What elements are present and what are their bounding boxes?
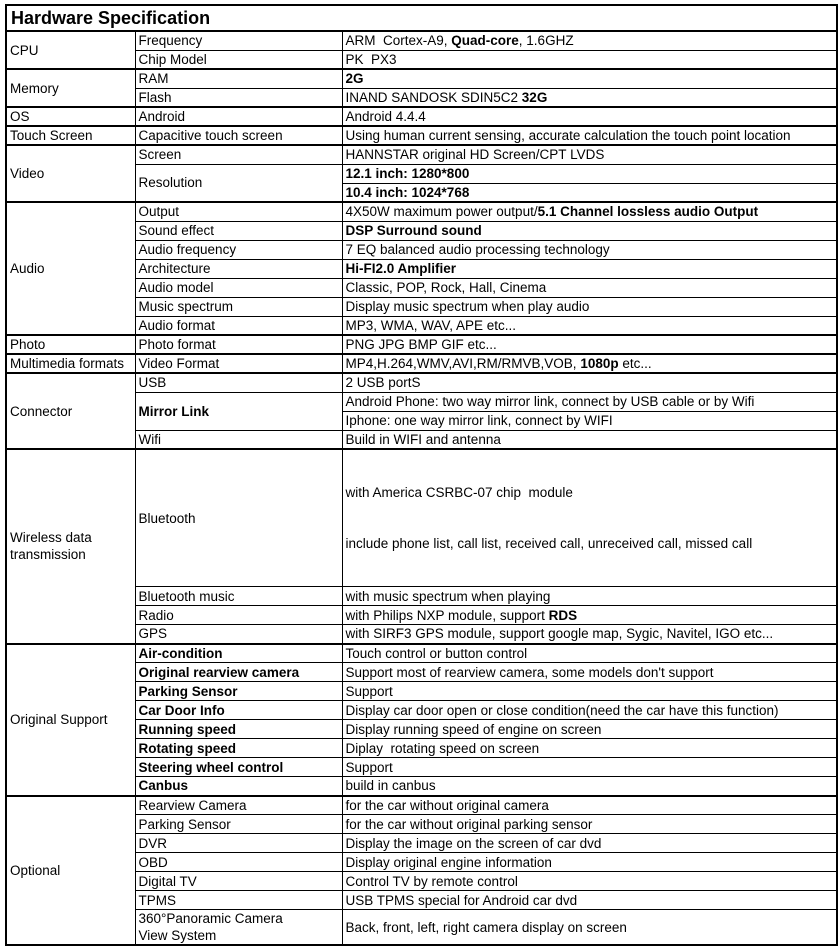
value-cell <box>342 411 837 430</box>
property-cell: Steering wheel control <box>135 758 342 777</box>
category-cell-video: Video <box>6 145 135 202</box>
value-segment: RDS <box>548 607 578 623</box>
value-cell <box>342 606 837 625</box>
table-row <box>6 31 837 50</box>
value-cell <box>342 777 837 796</box>
value-segment: Android 4.4.4 <box>345 109 426 124</box>
value-cell <box>342 240 837 259</box>
table-row <box>6 202 837 221</box>
property-cell: Bluetooth <box>135 449 342 587</box>
property-cell: Wifi <box>135 430 342 449</box>
value-segment: Display running speed of engine on screen <box>345 721 602 737</box>
value-segment: for the car without original camera <box>345 797 549 813</box>
table-row <box>6 644 837 663</box>
property-cell: Frequency <box>135 31 342 50</box>
value-cell <box>342 392 837 411</box>
value-segment: Support most of rearview camera, some models don't support <box>345 664 714 680</box>
value-cell <box>342 31 837 50</box>
value-cell-bluetooth <box>342 449 837 587</box>
value-cell <box>342 297 837 316</box>
value-segment: Display music spectrum when play audio <box>345 299 590 314</box>
property-cell: Flash <box>135 88 342 107</box>
property-cell: Audio model <box>135 278 342 297</box>
value-cell <box>342 682 837 701</box>
table-row <box>6 107 837 126</box>
value-segment: Hi-FI2.0 Amplifier <box>345 261 457 276</box>
category-cell-audio: Audio <box>6 202 135 335</box>
value-segment: Support <box>345 759 393 775</box>
value-segment: Diplay rotating speed on screen <box>345 740 540 756</box>
table-row <box>6 354 837 373</box>
table-row <box>6 126 837 145</box>
value-cell <box>342 278 837 297</box>
value-segment: 7 EQ balanced audio processing technology <box>345 242 610 257</box>
property-cell: Original rearview camera <box>135 663 342 682</box>
value-cell <box>342 259 837 278</box>
value-cell <box>342 50 837 69</box>
value-cell <box>342 164 837 183</box>
value-segment: 12.1 inch: 1280*800 <box>345 166 470 181</box>
property-cell: Parking Sensor <box>135 682 342 701</box>
value-cell <box>342 335 837 354</box>
property-cell: OBD <box>135 853 342 872</box>
page-title: Hardware Specification <box>6 5 837 31</box>
value-segment: Classic, POP, Rock, Hall, Cinema <box>345 280 547 295</box>
value-segment: Display original engine information <box>345 854 552 870</box>
property-cell: Canbus <box>135 777 342 796</box>
value-cell <box>342 183 837 202</box>
value-segment: 4X50W maximum power output/ <box>345 204 538 220</box>
value-segment: 2 USB portS <box>345 375 421 391</box>
value-segment: 32G <box>521 89 548 105</box>
property-cell: Audio frequency <box>135 240 342 259</box>
value-segment: DSP Surround sound <box>345 223 482 238</box>
value-cell <box>342 720 837 739</box>
value-segment: build in canbus <box>345 778 436 794</box>
value-segment: INAND SANDOSK SDIN5C2 <box>345 89 522 105</box>
value-cell <box>342 834 837 853</box>
value-cell <box>342 107 837 126</box>
value-cell <box>342 430 837 449</box>
value-segment: HANNSTAR original HD Screen/CPT LVDS <box>345 147 605 163</box>
value-cell <box>342 815 837 834</box>
property-cell: Bluetooth music <box>135 587 342 606</box>
property-cell: Music spectrum <box>135 297 342 316</box>
property-line: View System <box>138 928 217 943</box>
value-segment: ARM Cortex-A9, <box>345 33 452 49</box>
table-row <box>6 145 837 164</box>
value-cell <box>342 202 837 221</box>
value-line: include phone list, call list, received call, unreceived call, missed call <box>345 536 753 551</box>
property-cell: USB <box>135 373 342 392</box>
table-row <box>6 373 837 392</box>
value-cell <box>342 739 837 758</box>
property-cell: TPMS <box>135 891 342 910</box>
value-cell <box>342 69 837 88</box>
category-cell-connector: Connector <box>6 373 135 449</box>
category-cell-cpu: CPU <box>6 31 135 69</box>
value-segment: Back, front, left, right camera display on screen <box>345 919 627 935</box>
property-cell: Video Format <box>135 354 342 373</box>
table-row <box>6 335 837 354</box>
property-cell: RAM <box>135 69 342 88</box>
value-segment: Iphone: one way mirror link, connect by WIFI <box>345 413 613 428</box>
value-cell <box>342 88 837 107</box>
value-segment: USB TPMS special for Android car dvd <box>345 892 578 908</box>
value-segment: Support <box>345 683 393 699</box>
value-cell <box>342 221 837 240</box>
value-cell <box>342 587 837 606</box>
value-segment: Display the image on the screen of car dvd <box>345 835 602 851</box>
category-cell-optional: Optional <box>6 796 135 946</box>
value-line: with America CSRBC-07 chip module <box>345 485 573 500</box>
value-cell <box>342 644 837 663</box>
value-cell <box>342 853 837 872</box>
value-segment: etc... <box>618 356 652 371</box>
category-cell-wireless: Wireless data transmission <box>6 449 135 644</box>
property-cell: Radio <box>135 606 342 625</box>
property-cell: Chip Model <box>135 50 342 69</box>
table-row <box>6 796 837 815</box>
value-segment: 2G <box>345 71 364 87</box>
category-cell-touch-screen: Touch Screen <box>6 126 135 145</box>
property-cell: Sound effect <box>135 221 342 240</box>
value-segment: Android Phone: two way mirror link, connect by USB cable or by Wifi <box>345 394 755 409</box>
value-segment: Display car door open or close condition(need the car have this function) <box>345 702 779 718</box>
table-row <box>6 449 837 587</box>
property-cell-resolution: Resolution <box>135 164 342 202</box>
value-segment: PNG JPG BMP GIF etc... <box>345 337 497 352</box>
value-segment: Touch control or button control <box>345 645 528 661</box>
value-cell <box>342 891 837 910</box>
property-cell: Screen <box>135 145 342 164</box>
value-segment: MP4,H.264,WMV,AVI,RM/RMVB,VOB, <box>345 356 581 371</box>
property-cell: Architecture <box>135 259 342 278</box>
title-row <box>6 5 837 31</box>
category-cell-memory: Memory <box>6 69 135 107</box>
value-cell <box>342 354 837 373</box>
property-cell: GPS <box>135 625 342 644</box>
hardware-spec-table <box>5 4 838 946</box>
value-segment: Using human current sensing, accurate calculation the touch point location <box>345 128 791 143</box>
category-cell-photo: Photo <box>6 335 135 354</box>
category-cell-multimedia: Multimedia formats <box>6 354 135 373</box>
value-cell <box>342 701 837 720</box>
property-cell: Rearview Camera <box>135 796 342 815</box>
value-segment: 10.4 inch: 1024*768 <box>345 184 470 200</box>
property-cell: Rotating speed <box>135 739 342 758</box>
property-cell: Running speed <box>135 720 342 739</box>
value-segment: for the car without original parking sensor <box>345 816 593 832</box>
category-cell-os: OS <box>6 107 135 126</box>
value-cell <box>342 145 837 164</box>
table-row <box>6 69 837 88</box>
value-segment: with music spectrum when playing <box>345 588 551 604</box>
value-segment: with SIRF3 GPS module, support google map, Sygic, Navitel, IGO etc... <box>345 626 774 642</box>
value-segment: , 1.6GHZ <box>518 33 574 49</box>
property-cell: Parking Sensor <box>135 815 342 834</box>
value-cell <box>342 126 837 145</box>
value-cell <box>342 625 837 644</box>
value-segment: Build in WIFI and antenna <box>345 431 501 447</box>
value-segment: Control TV by remote control <box>345 873 518 889</box>
value-cell <box>342 373 837 392</box>
property-cell: Photo format <box>135 335 342 354</box>
property-cell: Audio format <box>135 316 342 335</box>
property-cell-mirror-link: Mirror Link <box>135 392 342 430</box>
value-cell <box>342 758 837 777</box>
value-segment: MP3, WMA, WAV, APE etc... <box>345 317 517 333</box>
value-cell <box>342 663 837 682</box>
value-segment: Quad-core <box>451 33 519 49</box>
value-cell <box>342 796 837 815</box>
property-cell: Digital TV <box>135 872 342 891</box>
property-cell-panoramic <box>135 910 342 946</box>
value-segment: PK PX3 <box>345 51 397 67</box>
property-cell: Air-condition <box>135 644 342 663</box>
property-cell: Output <box>135 202 342 221</box>
property-cell: DVR <box>135 834 342 853</box>
value-segment: with Philips NXP module, support <box>345 607 549 623</box>
value-cell <box>342 316 837 335</box>
value-cell <box>342 910 837 946</box>
property-line: 360°Panoramic Camera <box>138 911 283 926</box>
property-cell: Android <box>135 107 342 126</box>
category-cell-original-support: Original Support <box>6 644 135 796</box>
property-cell: Capacitive touch screen <box>135 126 342 145</box>
value-cell <box>342 872 837 891</box>
value-segment: 5.1 Channel lossless audio Output <box>537 204 759 220</box>
property-cell: Car Door Info <box>135 701 342 720</box>
value-segment: 1080p <box>580 356 619 371</box>
